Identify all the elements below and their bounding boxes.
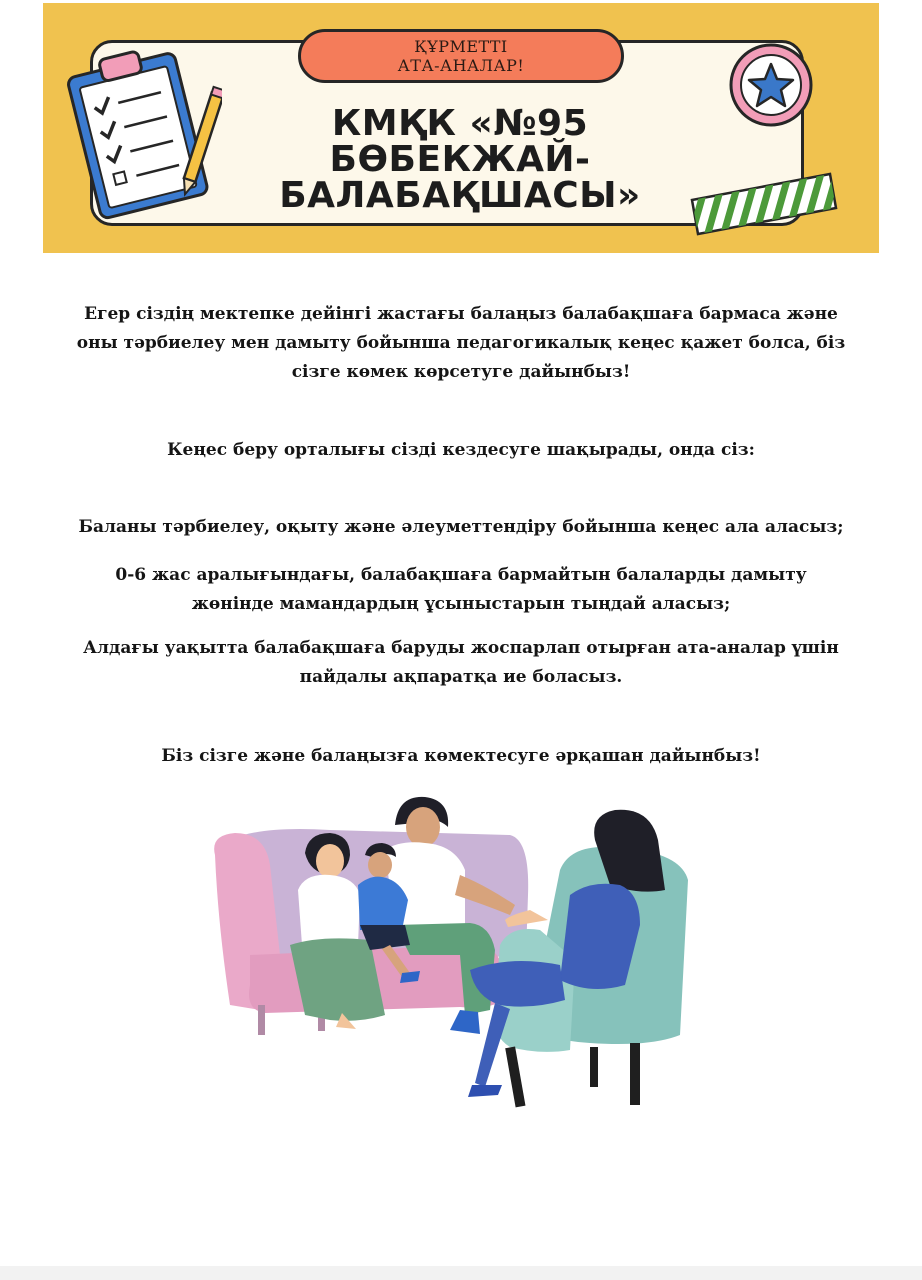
invite-paragraph: Кеңес беру орталығы сізді кездесуге шақырады, онда сіз:	[167, 440, 755, 460]
greeting-pill	[298, 29, 624, 83]
family-consultation-illustration	[210, 785, 710, 1130]
point-3: Алдағы уақытта балабақшаға баруды жоспарлап отырған ата-аналар үшін пайдалы ақпаратқа ие боласыз.	[83, 638, 839, 687]
title-line-1: КМҚК «№95	[331, 103, 589, 144]
washi-tape-decoration	[690, 170, 840, 240]
point-2: 0-6 жас аралығындағы, балабақшаға бармайтын балаларды дамыту жөнінде мамандардың ұсыныстарын тыңдай аласыз;	[115, 565, 807, 614]
star-badge-icon	[726, 40, 816, 130]
point-1: Баланы тәрбиелеу, оқыту және әлеуметтендіру бойынша кеңес ала аласыз;	[78, 517, 844, 537]
closing-paragraph: Біз сізге және балаңызға көмектесуге әрқашан дайынбыз!	[161, 746, 761, 766]
page-title	[220, 103, 700, 216]
greeting-line-2: АТА-АНАЛАР!	[397, 56, 525, 75]
footer-strip	[0, 1266, 922, 1280]
clipboard-checklist-icon	[62, 42, 222, 222]
greeting-line-1: ҚҰРМЕТТІ	[414, 37, 508, 56]
intro-paragraph: Егер сіздің мектепке дейінгі жастағы балаңыз балабақшаға бармаса және оны тәрбиелеу мен дамыту бойынша педагогикалық кеңес қажет болса, біз сізге көмек көрсетуге дайынбыз!	[76, 304, 846, 382]
title-line-2: БӨБЕКЖАЙ-	[329, 139, 591, 180]
title-line-3: БАЛАБАҚШАСЫ»	[279, 175, 641, 216]
